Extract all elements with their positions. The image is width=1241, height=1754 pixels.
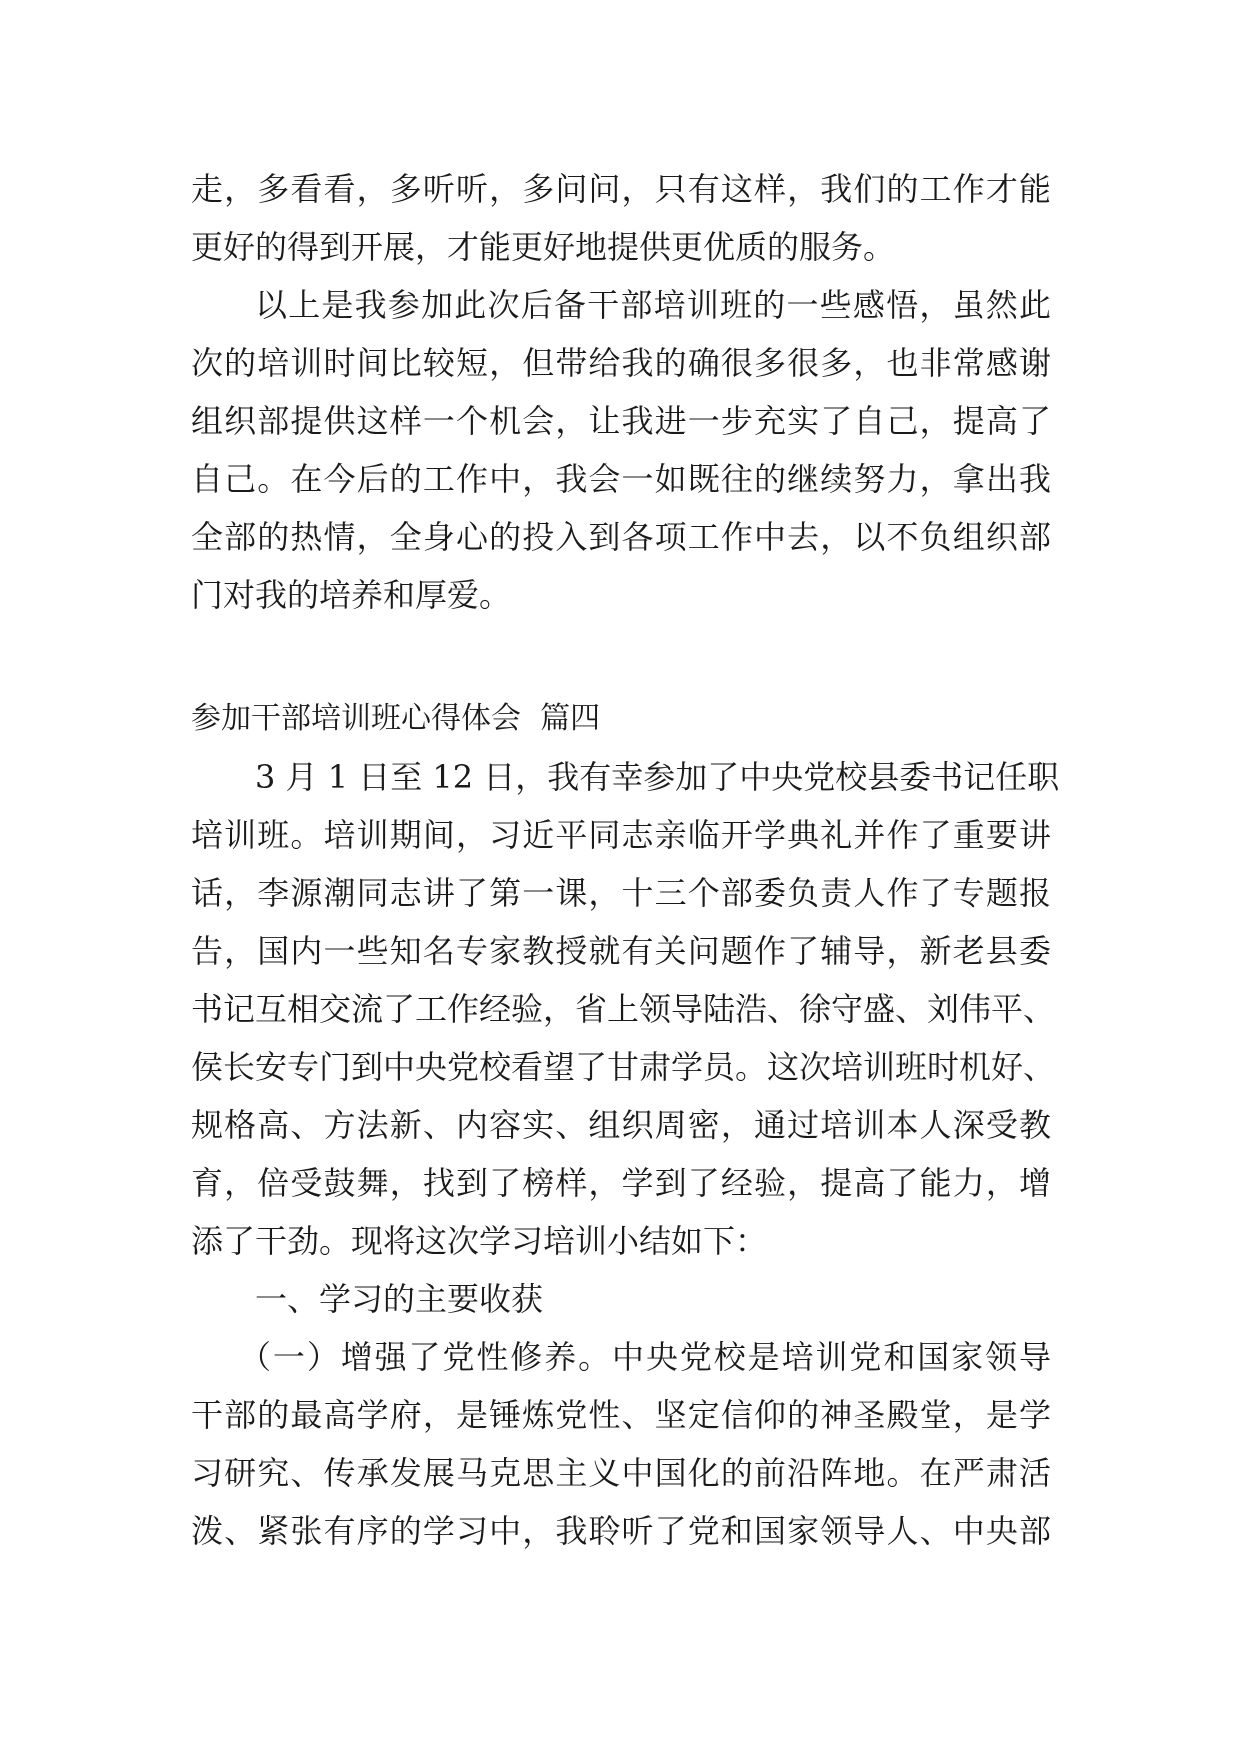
text-line: 规格高、方法新、内容实、组织周密，通过培训本人深受教	[191, 1106, 1051, 1144]
text-line: 告，国内一些知名专家教授就有关问题作了辅导，新老县委	[191, 932, 1051, 970]
text-line: 添了干劲。现将这次学习培训小结如下：	[191, 1222, 768, 1260]
paragraph-continuation	[191, 160, 1051, 276]
text-line: （一）增强了党性修养。中央党校是培训党和国家领导	[239, 1338, 1051, 1376]
text-line: 培训班。培训期间，习近平同志亲临开学典礼并作了重要讲	[191, 816, 1051, 854]
text-line: 侯长安专门到中央党校看望了甘肃学员。这次培训班时机好、	[191, 1048, 1056, 1086]
text-line: 书记互相交流了工作经验，省上领导陆浩、徐守盛、刘伟平、	[191, 990, 1056, 1028]
text-line: 走，多看看，多听听，多问问，只有这样，我们的工作才能	[191, 170, 1051, 208]
subheading: 一、学习的主要收获	[255, 1280, 544, 1318]
text-line: 干部的最高学府，是锤炼党性、坚定信仰的神圣殿堂，是学	[191, 1396, 1051, 1434]
section-gap	[191, 624, 1051, 690]
text-line: 组织部提供这样一个机会，让我进一步充实了自己，提高了	[191, 402, 1051, 440]
text-line: 以上是我参加此次后备干部培训班的一些感悟，虽然此	[255, 286, 1051, 324]
text-line: 泼、紧张有序的学习中，我聆听了党和国家领导人、中央部	[191, 1512, 1051, 1550]
text-line: 育，倍受鼓舞，找到了榜样，学到了经验，提高了能力，增	[191, 1164, 1051, 1202]
text-line: 3 月 1 日至 12 日，我有幸参加了中央党校县委书记任职	[255, 758, 1060, 796]
text-line: 话，李源潮同志讲了第一课，十三个部委负责人作了专题报	[191, 874, 1051, 912]
paragraph-intro	[191, 748, 1060, 1270]
document-body	[191, 160, 1060, 1560]
text-line: 更好的得到开展，才能更好地提供更优质的服务。	[191, 228, 896, 266]
section-heading: 参加干部培训班心得体会 篇四	[191, 701, 601, 736]
text-line: 全部的热情，全身心的投入到各项工作中去，以不负组织部	[191, 518, 1051, 556]
text-line: 次的培训时间比较短，但带给我的确很多很多，也非常感谢	[191, 344, 1051, 382]
paragraph-party-spirit	[191, 1328, 1051, 1560]
text-line: 自己。在今后的工作中，我会一如既往的继续努力，拿出我	[191, 460, 1051, 498]
text-line: 门对我的培养和厚爱。	[191, 576, 512, 614]
text-line: 习研究、传承发展马克思主义中国化的前沿阵地。在严肃活	[191, 1454, 1051, 1492]
paragraph-conclusion	[191, 276, 1051, 624]
